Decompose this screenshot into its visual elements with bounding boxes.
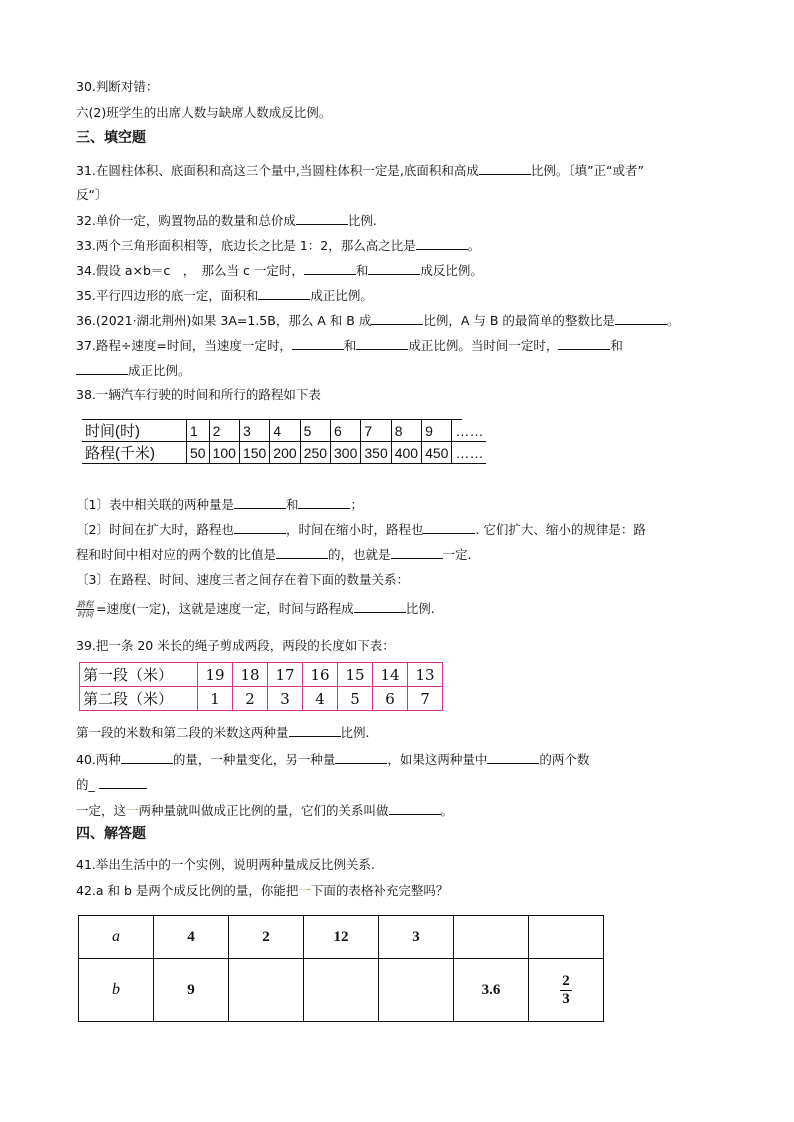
- q32-text-a: 32.单价一定，购置物品的数量和总价成: [76, 213, 296, 228]
- q32-text-b: 比例.: [347, 213, 377, 228]
- q30-text: 六(2)班学生的出席人数与缺席人数成反比例。: [76, 105, 332, 120]
- answer-blank[interactable]: [371, 312, 423, 325]
- q34-text-a: 34.假设 a×b＝c ， 那么当 c 一定时，: [76, 263, 304, 278]
- answer-blank[interactable]: [276, 546, 328, 559]
- empty-cell[interactable]: [229, 959, 304, 1022]
- q38-p1c: ；: [350, 497, 363, 512]
- q40-h: 两种量就叫做成正比例的量，它们的关系叫做: [138, 803, 389, 818]
- answer-blank[interactable]: [558, 337, 610, 350]
- table-cell: 4: [154, 916, 229, 959]
- q42-b: 下面的表格补充完整吗？: [310, 883, 449, 898]
- q42-a: 42.a 和 b 是两个成反比例的量，你能把: [76, 883, 299, 898]
- table-cell: 1: [187, 420, 210, 442]
- q39-title: 39.把一条 20 米长的绳子剪成两段，两段的长度如下表：: [76, 638, 395, 653]
- q33: [76, 237, 480, 254]
- empty-cell[interactable]: [529, 916, 604, 959]
- q31-text-a: 31.在圆柱体积、底面积和高这三个量中,当圆柱体积一定是,底面积和高成: [76, 163, 479, 178]
- table-cell: 12: [304, 916, 379, 959]
- row-header-second-segment: 第二段（米）: [80, 687, 198, 711]
- table-cell: 6: [373, 687, 408, 711]
- answer-blank[interactable]: [298, 496, 350, 509]
- answer-blank[interactable]: [296, 212, 348, 225]
- table-cell: 350: [361, 442, 391, 464]
- q40-b: 的量，一种量变化，另一种量: [172, 752, 336, 767]
- section-fill-in-heading: 三、填空题: [76, 130, 146, 146]
- table-cell: 250: [300, 442, 330, 464]
- q38-part4: [76, 600, 435, 619]
- q40-line2: [76, 776, 147, 793]
- q40-line1: [76, 751, 589, 768]
- table-cell: 4: [270, 420, 300, 442]
- q37-line1: [76, 337, 623, 354]
- row-header-first-segment: 第一段（米）: [80, 663, 198, 687]
- q40-e: 的_: [76, 777, 95, 792]
- table-cell: 3.6: [454, 959, 529, 1022]
- row-header-a: a: [79, 916, 154, 959]
- q38-part1: [76, 496, 363, 513]
- table-cell: 5: [300, 420, 330, 442]
- section-answer-heading: 四、解答题: [76, 826, 146, 842]
- row-header-distance: 路程(千米): [82, 442, 187, 464]
- q33-text-a: 33.两个三角形面积相等，底边长之比是 1：2，那么高之比是: [76, 238, 416, 253]
- q40-g: 一: [126, 803, 139, 818]
- table-ellipsis: ……: [452, 442, 487, 464]
- q34-text-b: 和: [355, 263, 369, 278]
- empty-cell[interactable]: [304, 959, 379, 1022]
- q34-text-c: 成反比例。: [420, 263, 483, 278]
- q40-d: 的两个数: [539, 752, 590, 767]
- q40-a: 40.两种: [76, 752, 121, 767]
- q39-after-a: 第一段的米数和第二段的米数这两种量: [76, 725, 289, 740]
- q36-text-a: 36.(2021·湖北荆州)如果 3A=1.5B，那么 A 和 B 成: [76, 313, 372, 328]
- row-header-time: 时间(时): [82, 420, 187, 442]
- table-cell: 16: [303, 663, 338, 687]
- fraction-cell: [529, 959, 604, 1022]
- table-cell: 2: [209, 420, 239, 442]
- fraction-numerator: 2: [562, 972, 570, 989]
- q35-text-b: 成正比例。: [310, 288, 373, 303]
- q38-p2d: 程和时间中相对应的两个数的比值是: [76, 547, 277, 562]
- table-cell: 15: [338, 663, 373, 687]
- q35-text-a: 35.平行四边形的底一定，面积和: [76, 288, 259, 303]
- q33-text-b: 。: [467, 238, 481, 253]
- q31-line2: 反“〕: [76, 187, 108, 202]
- q40-f: 一定，这: [76, 803, 127, 818]
- q38-p2e: 的，也就是: [328, 547, 391, 562]
- q39-after: [76, 724, 370, 741]
- table-cell: 13: [408, 663, 443, 687]
- q38-p1b: 和: [285, 497, 299, 512]
- answer-blank[interactable]: [289, 724, 341, 737]
- answer-blank[interactable]: [258, 287, 310, 300]
- q36: [76, 312, 679, 329]
- empty-cell[interactable]: [454, 916, 529, 959]
- table-cell: 18: [233, 663, 268, 687]
- table-cell: 2: [233, 687, 268, 711]
- answer-blank[interactable]: [234, 521, 286, 534]
- answer-blank[interactable]: [416, 237, 468, 250]
- distance-over-time-fraction: [76, 600, 94, 619]
- table-cell: 9: [154, 959, 229, 1022]
- table-row: [79, 959, 604, 1022]
- answer-blank[interactable]: [487, 751, 539, 764]
- q32: [76, 212, 377, 229]
- table-cell: 19: [198, 663, 233, 687]
- table-cell: 7: [361, 420, 391, 442]
- table-cell: 3: [239, 420, 269, 442]
- q37-text-d: 和: [610, 338, 623, 353]
- table-cell: 14: [373, 663, 408, 687]
- q31-text-b: 比例。〔填”正“或者”: [530, 163, 645, 178]
- q42-g: 一: [298, 883, 311, 898]
- rope-length-table: [79, 662, 443, 711]
- answer-blank[interactable]: [368, 262, 420, 275]
- q38-p2b: ，时间在缩小时，路程也: [285, 522, 424, 537]
- table-cell: 17: [268, 663, 303, 687]
- empty-cell[interactable]: [379, 959, 454, 1022]
- q41: 41.举出生活中的一个实例，说明两种量成反比例关系.: [76, 857, 375, 872]
- answer-blank[interactable]: [354, 600, 406, 613]
- answer-blank[interactable]: [99, 776, 147, 789]
- table-cell: 1: [198, 687, 233, 711]
- table-cell: 450: [422, 442, 452, 464]
- q38-title: 38.一辆汽车行驶的时间和所行的路程如下表: [76, 387, 321, 402]
- table-row: [79, 916, 604, 959]
- table-cell: 3: [379, 916, 454, 959]
- q37-text-a: 37.路程÷速度=时间，当速度一定时，: [76, 338, 292, 353]
- table-cell: 6: [331, 420, 361, 442]
- answer-blank[interactable]: [615, 312, 667, 325]
- table-row: [82, 420, 486, 442]
- q37-line2: [76, 362, 191, 379]
- table-cell: 4: [303, 687, 338, 711]
- q36-text-c: 。: [666, 313, 680, 328]
- answer-blank[interactable]: [389, 802, 441, 815]
- table-row: [82, 442, 486, 464]
- fraction-denominator: 时间: [77, 610, 93, 619]
- table-cell: 9: [422, 420, 452, 442]
- q42-prompt: [76, 883, 448, 899]
- q38-part3: 〔3〕在路程、时间、速度三者之间存在着下面的数量关系：: [76, 572, 409, 587]
- two-thirds-fraction: [560, 973, 572, 1008]
- q37-text-c: 成正比例。当时间一定时，: [408, 338, 559, 353]
- answer-blank[interactable]: [304, 262, 356, 275]
- q38-p2f: 一定.: [442, 547, 472, 562]
- table-cell: 50: [187, 442, 210, 464]
- q30-title: 30.判断对错：: [76, 79, 159, 94]
- q40-i: 。: [440, 803, 454, 818]
- table-cell: 150: [239, 442, 269, 464]
- q36-text-b: 比例，A 与 B 的最简单的整数比是: [423, 313, 615, 328]
- q38-p2a: 〔2〕时间在扩大时，路程也: [76, 522, 234, 537]
- answer-blank[interactable]: [391, 546, 443, 559]
- q40-c: ，如果这两种量中: [387, 752, 488, 767]
- q31-line1: [76, 162, 644, 179]
- table-cell: 2: [229, 916, 304, 959]
- table-cell: 100: [209, 442, 239, 464]
- q37-text-e: 成正比例。: [128, 363, 191, 378]
- table-ellipsis: ……: [452, 420, 487, 442]
- fraction-denominator: 3: [562, 990, 570, 1007]
- table-row: [80, 687, 443, 711]
- row-header-b: b: [79, 959, 154, 1022]
- table-row: [80, 663, 443, 687]
- table-cell: 200: [270, 442, 300, 464]
- q38-p1a: 〔1〕表中相关联的两种量是: [76, 497, 234, 512]
- answer-blank[interactable]: [479, 162, 531, 175]
- table-cell: 5: [338, 687, 373, 711]
- q38-p4a: =速度(一定)，这就是速度一定，时间与路程成: [96, 601, 354, 616]
- table-cell: 7: [408, 687, 443, 711]
- q40-line3: [76, 802, 453, 819]
- answer-blank[interactable]: [234, 496, 286, 509]
- q39-after-b: 比例.: [340, 725, 370, 740]
- q38-p2c: . 它们扩大、缩小的规律是：路: [475, 522, 646, 537]
- time-distance-table: [82, 420, 486, 464]
- q38-part2-line1: [76, 521, 646, 538]
- answer-blank[interactable]: [335, 751, 387, 764]
- q38-p4b: 比例.: [405, 601, 435, 616]
- table-cell: 8: [391, 420, 421, 442]
- answer-blank[interactable]: [423, 521, 475, 534]
- q37-text-b: 和: [343, 338, 357, 353]
- answer-blank[interactable]: [121, 751, 173, 764]
- q38-part2-line2: [76, 546, 472, 563]
- answer-blank[interactable]: [292, 337, 344, 350]
- table-cell: 300: [331, 442, 361, 464]
- fraction-numerator: 路程: [77, 600, 93, 609]
- answer-blank[interactable]: [356, 337, 408, 350]
- q35: [76, 287, 373, 304]
- table-cell: 3: [268, 687, 303, 711]
- q34: [76, 262, 483, 279]
- answer-blank[interactable]: [76, 362, 128, 375]
- inverse-proportion-table: [78, 915, 604, 1022]
- table-cell: 400: [391, 442, 421, 464]
